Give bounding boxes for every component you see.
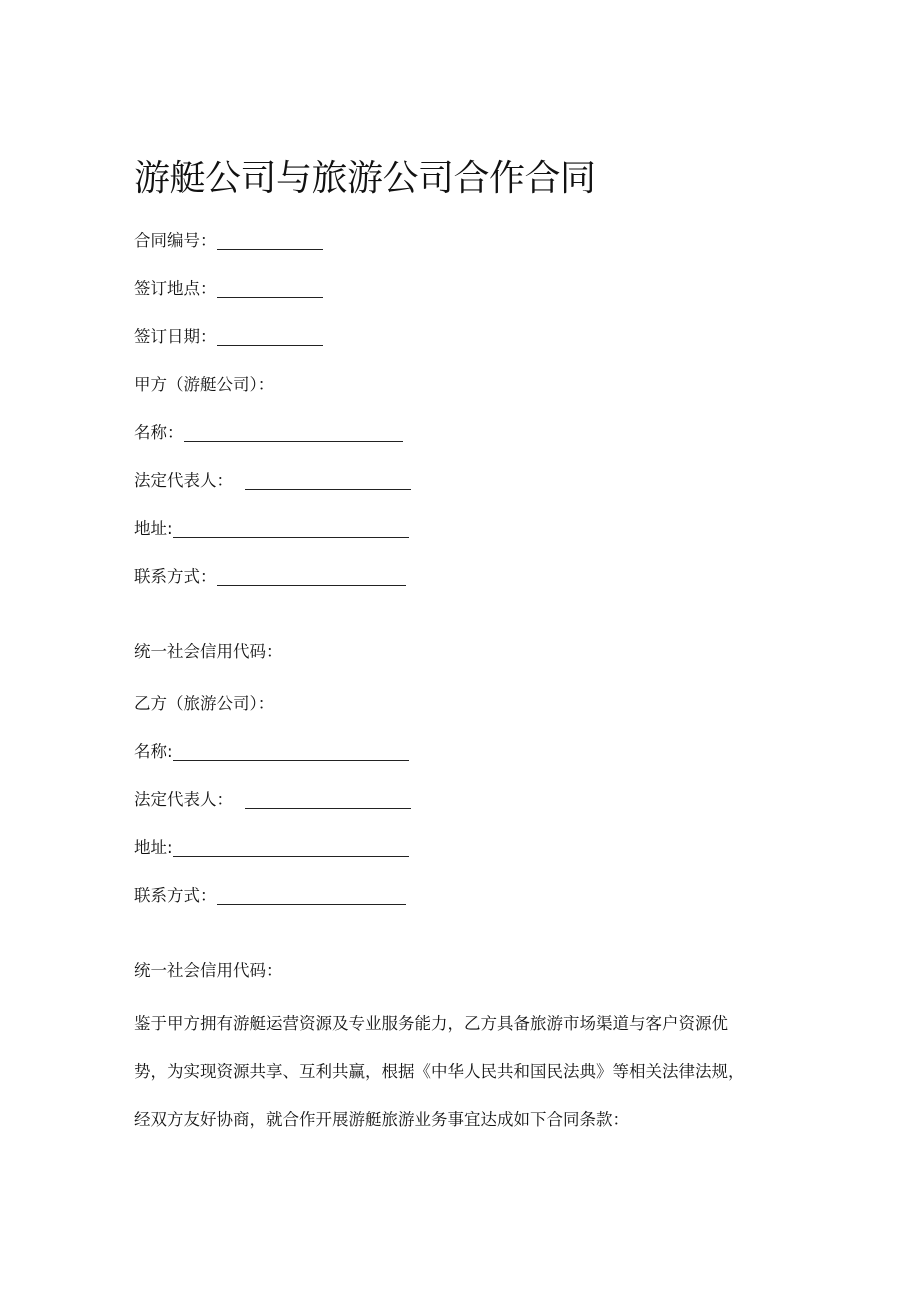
party-b-legal-rep-label: 法定代表人： — [134, 790, 233, 809]
party-a-contact-row — [134, 565, 406, 589]
party-a-contact-blank[interactable] — [217, 569, 406, 586]
contract-number-row — [134, 229, 323, 253]
party-b-heading-text: 乙方（旅游公司）： — [134, 694, 275, 713]
party-a-name-blank[interactable] — [184, 425, 403, 442]
party-a-name-row — [134, 421, 403, 445]
party-a-legal-rep-label: 法定代表人： — [134, 471, 233, 490]
preamble-line-3: 经双方友好协商，就合作开展游艇旅游业务事宜达成如下合同条款： — [134, 1110, 629, 1129]
party-a-credit-code-label: 统一社会信用代码： — [134, 642, 283, 661]
party-a-heading-text: 甲方（游艇公司）： — [134, 375, 275, 394]
sign-place-blank[interactable] — [217, 281, 323, 298]
party-a-credit-code-row — [134, 640, 283, 664]
party-a-heading — [134, 373, 274, 397]
sign-place-label: 签订地点： — [134, 279, 217, 298]
sign-date-label: 签订日期： — [134, 327, 217, 346]
party-b-legal-rep-blank[interactable] — [245, 792, 411, 809]
party-b-legal-rep-row — [134, 788, 411, 812]
party-a-legal-rep-blank[interactable] — [245, 473, 411, 490]
party-b-address-label: 地址: — [134, 838, 173, 857]
sign-date-row — [134, 325, 323, 349]
party-b-contact-label: 联系方式： — [134, 886, 217, 905]
sign-place-row — [134, 277, 323, 301]
contract-title: 游艇公司与旅游公司合作合同 — [134, 158, 596, 200]
party-b-name-label: 名称: — [134, 742, 173, 761]
party-b-address-row — [134, 836, 409, 860]
party-b-contact-blank[interactable] — [217, 888, 406, 905]
party-a-address-label: 地址: — [134, 519, 173, 538]
party-a-address-row — [134, 517, 409, 541]
preamble-line-1: 鉴于甲方拥有游艇运营资源及专业服务能力，乙方具备旅游市场渠道与客户资源优 — [134, 1014, 728, 1033]
party-b-heading — [134, 692, 274, 716]
party-b-contact-row — [134, 884, 406, 908]
sign-date-blank[interactable] — [217, 329, 323, 346]
contract-number-blank[interactable] — [217, 233, 323, 250]
party-b-name-blank[interactable] — [173, 744, 409, 761]
contract-number-label: 合同编号： — [134, 231, 217, 250]
party-b-credit-code-row — [134, 959, 283, 983]
party-a-address-blank[interactable] — [173, 521, 409, 538]
party-b-credit-code-label: 统一社会信用代码： — [134, 961, 283, 980]
party-a-name-label: 名称： — [134, 423, 184, 442]
party-b-address-blank[interactable] — [173, 840, 409, 857]
party-a-legal-rep-row — [134, 469, 411, 493]
party-b-name-row — [134, 740, 409, 764]
party-a-contact-label: 联系方式： — [134, 567, 217, 586]
preamble-line-2: 势，为实现资源共享、互利共赢，根据《中华人民共和国民法典》等相关法律法规， — [134, 1062, 745, 1081]
